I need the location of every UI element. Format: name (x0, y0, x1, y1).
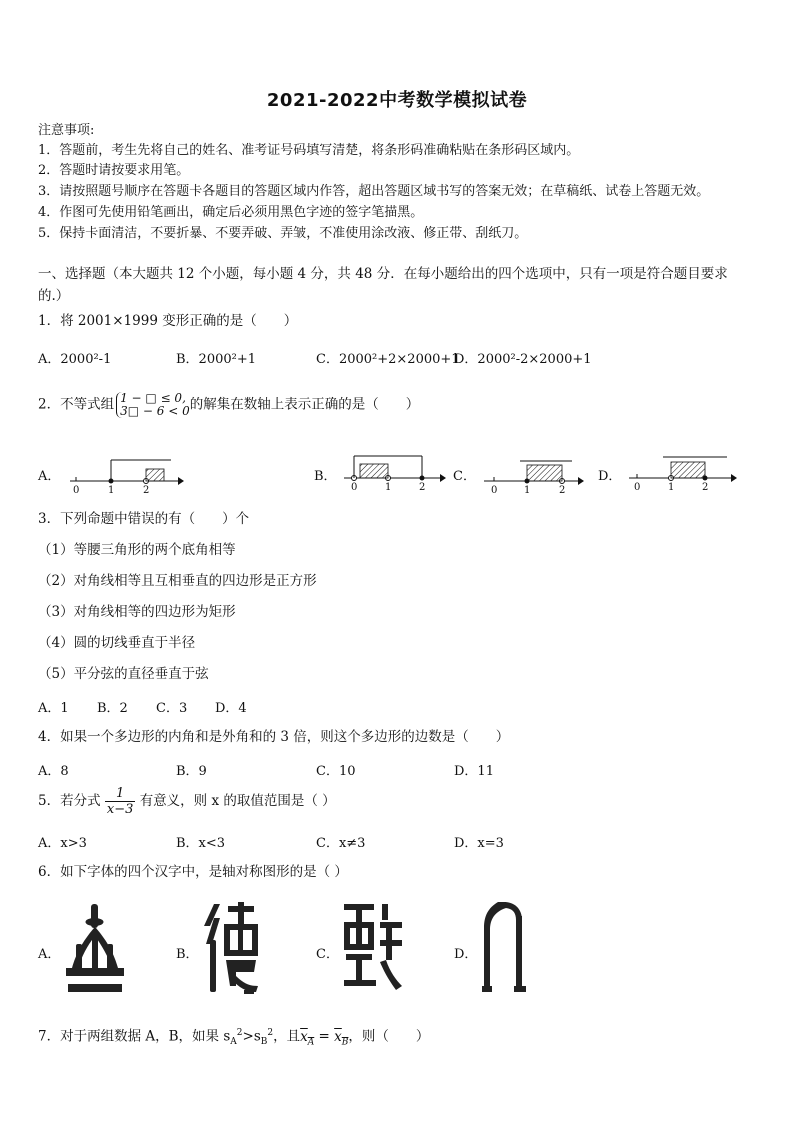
ancient-glyph-d (480, 898, 530, 998)
inequality-line-2: 3□ − 6 < 0 (120, 404, 190, 418)
q6-option-c-label: C． (316, 947, 339, 962)
q5-option-d: D．x=3 (454, 836, 504, 851)
question-3-stem: 3．下列命题中错误的有（ ）个 (38, 511, 250, 527)
q7-sq-1: 2 (236, 1028, 243, 1038)
mean-b-symbol: x (334, 1028, 342, 1045)
notice-item: 5．保持卡面清洁，不要折暴、不要弄破、弄皱，不准使用涂改液、修正带、刮纸刀。 (38, 226, 528, 241)
q3-statement: （2）对角线相等且互相垂直的四边形是正方形 (38, 573, 317, 589)
q1-option-d: D．2000²-2×2000+1 (454, 352, 592, 367)
q2-numberline-a (66, 455, 186, 495)
inequality-line-1: 1 − □ ≤ 0, (120, 391, 186, 405)
q5-stem-prefix: 5．若分式 (38, 793, 101, 809)
q7-gt: >s (242, 1028, 261, 1045)
q6-option-d-label: D． (454, 947, 478, 962)
page-title: 2021-2022中考数学模拟试卷 (266, 90, 528, 111)
notice-item: 3．请按照题号顺序在答题卡各题目的答题区域内作答，超出答题区域书写的答案无效；在草稿纸、试卷上答题无效。 (38, 184, 710, 199)
tick-label: 1 (108, 485, 115, 495)
tick-label: 0 (634, 482, 641, 492)
tick-label: 2 (702, 482, 709, 492)
q4-option-c: C．10 (316, 764, 356, 779)
notice-item: 4．作图可先使用铅笔画出，确定后必须用黑色字迹的签字笔描黑。 (38, 205, 424, 220)
tick-label: 0 (351, 482, 358, 492)
tick-label: 0 (73, 485, 80, 495)
tick-label: 2 (419, 482, 426, 492)
q7-eq: = (314, 1028, 335, 1045)
q7-stem-prefix: 7．对于两组数据 A，B，如果 s (38, 1028, 231, 1045)
q2-option-b-label: B． (314, 469, 337, 484)
mean-a-sub: A (307, 1037, 315, 1048)
notice-heading: 注意事项: (38, 123, 95, 138)
question-4-stem: 4．如果一个多边形的内角和是外角和的 3 倍，则这个多边形的边数是（ ） (38, 729, 510, 745)
question-2-stem (38, 392, 419, 418)
q2-option-a-label: A． (38, 469, 61, 484)
q4-option-d: D．11 (454, 764, 494, 779)
q7-sq-2: 2 (267, 1028, 274, 1038)
q7-mid: ，且 (273, 1028, 301, 1045)
question-5-stem (38, 786, 336, 817)
q3-option-a: A．1 (38, 701, 69, 716)
q6-option-b-label: B． (176, 947, 199, 962)
question-6-stem: 6．如下字体的四个汉字中，是轴对称图形的是（ ） (38, 864, 348, 880)
q3-option-c: C．3 (156, 701, 188, 716)
tick-label: 2 (559, 485, 566, 495)
q2-numberline-d (625, 452, 743, 492)
section-heading: 一、选择题（本大题共 12 个小题，每小题 4 分，共 48 分．在每小题给出的四个选项中，只有一项是符合题目要求 (38, 266, 728, 282)
tick-label: 1 (668, 482, 675, 492)
q2-stem-prefix: 2．不等式组 (38, 396, 115, 413)
q5-option-a: A．x>3 (38, 836, 87, 851)
q5-option-b: B．x<3 (176, 836, 226, 851)
q2-stem-suffix: 的解集在数轴上表示正确的是（ ） (189, 396, 420, 413)
q2-option-d-label: D． (598, 469, 622, 484)
fraction-denominator: x−3 (106, 802, 134, 817)
q1-option-a: A．2000²-1 (38, 352, 112, 367)
ancient-glyph-a (62, 902, 128, 996)
q3-statement: （3）对角线相等的四边形为矩形 (38, 604, 236, 620)
q1-option-b: B．2000²+1 (176, 352, 257, 367)
notice-item: 1．答题前，考生先将自己的姓名、准考证号码填写清楚，将条形码准确粘贴在条形码区域内。 (38, 143, 580, 158)
q3-statement: （4）圆的切线垂直于半径 (38, 635, 196, 651)
question-7-stem (38, 1024, 429, 1051)
q7-stem-suffix: ，则（ ） (348, 1028, 430, 1045)
q5-option-c: C．x≠3 (316, 836, 366, 851)
section-heading-cont: 的.） (38, 288, 70, 304)
q2-numberline-c (480, 455, 590, 495)
notice-item: 2．答题时请按要求用笔。 (38, 163, 190, 178)
question-1-stem: 1．将 2001×1999 变形正确的是（ ） (38, 313, 298, 329)
q3-statement: （5）平分弦的直径垂直于弦 (38, 666, 209, 682)
q7-sub-b: B (260, 1037, 268, 1048)
mean-b-sub: B (341, 1037, 349, 1048)
tick-label: 2 (143, 485, 150, 495)
fraction-numerator: 1 (105, 786, 136, 802)
tick-label: 1 (524, 485, 531, 495)
tick-label: 0 (491, 485, 498, 495)
fraction (105, 786, 136, 817)
q4-option-b: B．9 (176, 764, 207, 779)
mean-a-symbol: x (300, 1028, 308, 1045)
mean-b (334, 1028, 349, 1048)
q2-numberline-b (340, 452, 450, 492)
q3-option-d: D．4 (215, 701, 247, 716)
q3-option-b: B．2 (97, 701, 128, 716)
q1-option-c: C．2000²+2×2000+1 (316, 352, 460, 367)
q7-sub-a: A (230, 1037, 237, 1048)
q6-option-a-label: A． (38, 947, 61, 962)
q5-stem-suffix: 有意义，则 x 的取值范围是（ ） (139, 793, 336, 809)
inequality-system (116, 392, 190, 418)
q3-statement: （1）等腰三角形的两个底角相等 (38, 542, 236, 558)
q4-option-a: A．8 (38, 764, 69, 779)
ancient-glyph-c (340, 900, 406, 996)
ancient-glyph-b (200, 900, 264, 1000)
tick-label: 1 (385, 482, 392, 492)
mean-a (300, 1028, 315, 1048)
q2-option-c-label: C． (453, 469, 476, 484)
